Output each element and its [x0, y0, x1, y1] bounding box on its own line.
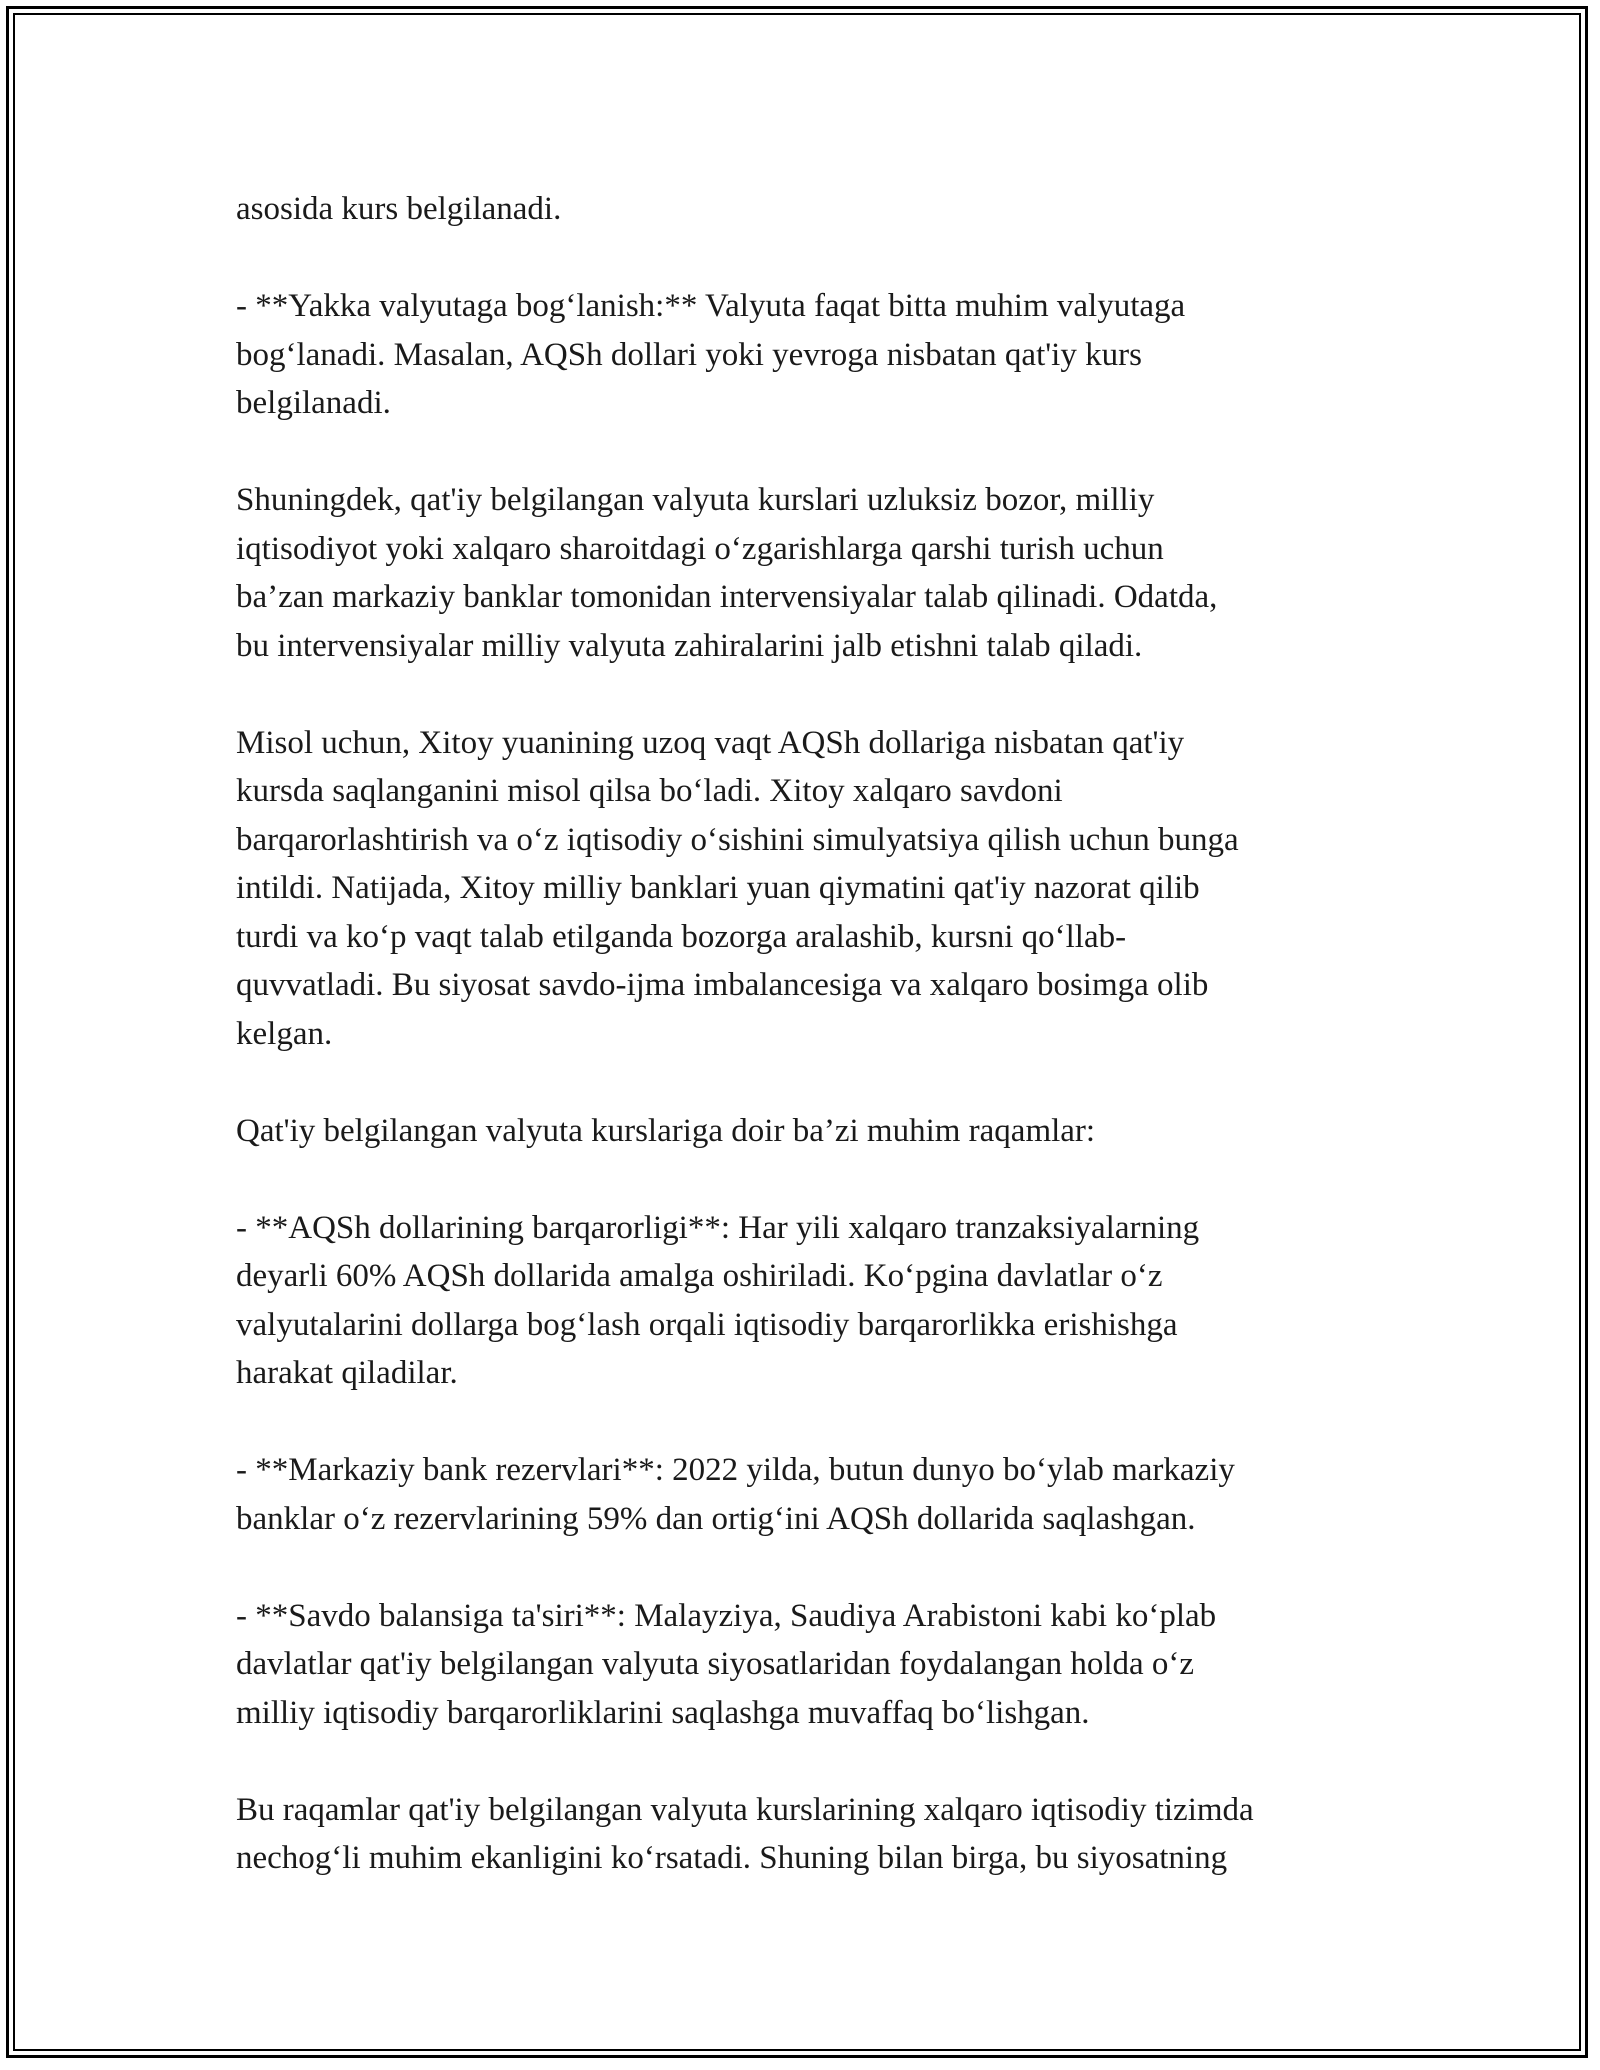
paragraph-continuation: asosida kurs belgilanadi. [236, 191, 562, 227]
list-item-usd-stability: - **AQSh dollarining barqarorligi**: Har yili xalqaro tranzaksiyalarning deyarli 60% AQSh dollarida amalga oshiriladi. Ko‘pgina davlatlar o‘z valyutalarini dollarga bog‘lash orqali iqtisodiy barqarorlikka erishishga harakat qiladilar. [236, 1209, 1200, 1391]
paragraph-conclusion: Bu raqamlar qat'iy belgilangan valyuta kurslarining xalqaro iqtisodiy tizimda nechog‘li muhim ekanligini ko‘rsatadi. Shuning bilan birga, bu siyosatning [236, 1791, 1254, 1876]
list-item-trade-balance: - **Savdo balansiga ta'siri**: Malayziya, Saudiya Arabistoni kabi ko‘plab davlatlar qat'iy belgilangan valyuta siyosatlaridan foydalangan holda o‘z milliy iqtisodiy barqarorliklarini saqlashga muvaffaq bo‘lishgan. [236, 1597, 1217, 1731]
list-item-single-currency-peg: - **Yakka valyutaga bog‘lanish:** Valyuta faqat bitta muhim valyutaga bog‘lanadi. Masalan, AQSh dollari yoki yevroga nisbatan qat'iy kurs belgilanadi. [236, 288, 1186, 421]
paragraph-china-example: Misol uchun, Xitoy yuanining uzoq vaqt AQSh dollariga nisbatan qat'iy kursda saqlanganini misol qilsa bo‘ladi. Xitoy xalqaro savdoni barqarorlashtirish va o‘z iqtisodiy o‘sishini simulyatsiya qilish uchun bunga intildi. Natijada, Xitoy milliy banklari yuan qiymatini qat'iy nazorat qilib turdi va ko‘p vaqt talab etilganda bozorga aralashib, kursni qo‘llab- quvvatladi. Bu siyosat savdo-ijma imbalancesiga va xalqaro bosimga olib kelgan. [236, 724, 1239, 1052]
paragraph-key-figures-intro: Qat'iy belgilangan valyuta kurslariga doir ba’zi muhim raqamlar: [236, 1112, 1096, 1149]
list-item-central-bank-reserves: - **Markaziy bank rezervlari**: 2022 yilda, butun dunyo bo‘ylab markaziy banklar o‘z rezervlarining 59% dan ortig‘ini AQSh dollarida saqlashgan. [236, 1452, 1235, 1537]
document-body [236, 185, 1386, 1883]
paragraph-interventions: Shuningdek, qat'iy belgilangan valyuta kurslari uzluksiz bozor, milliy iqtisodiyot yoki xalqaro sharoitdagi o‘zgarishlarga qarshi turish uchun ba’zan markaziy banklar tomonidan intervensiyalar talab qilinadi. Odatda, bu intervensiyalar milliy valyuta zahiralarini jalb etishni talab qiladi. [236, 482, 1218, 664]
